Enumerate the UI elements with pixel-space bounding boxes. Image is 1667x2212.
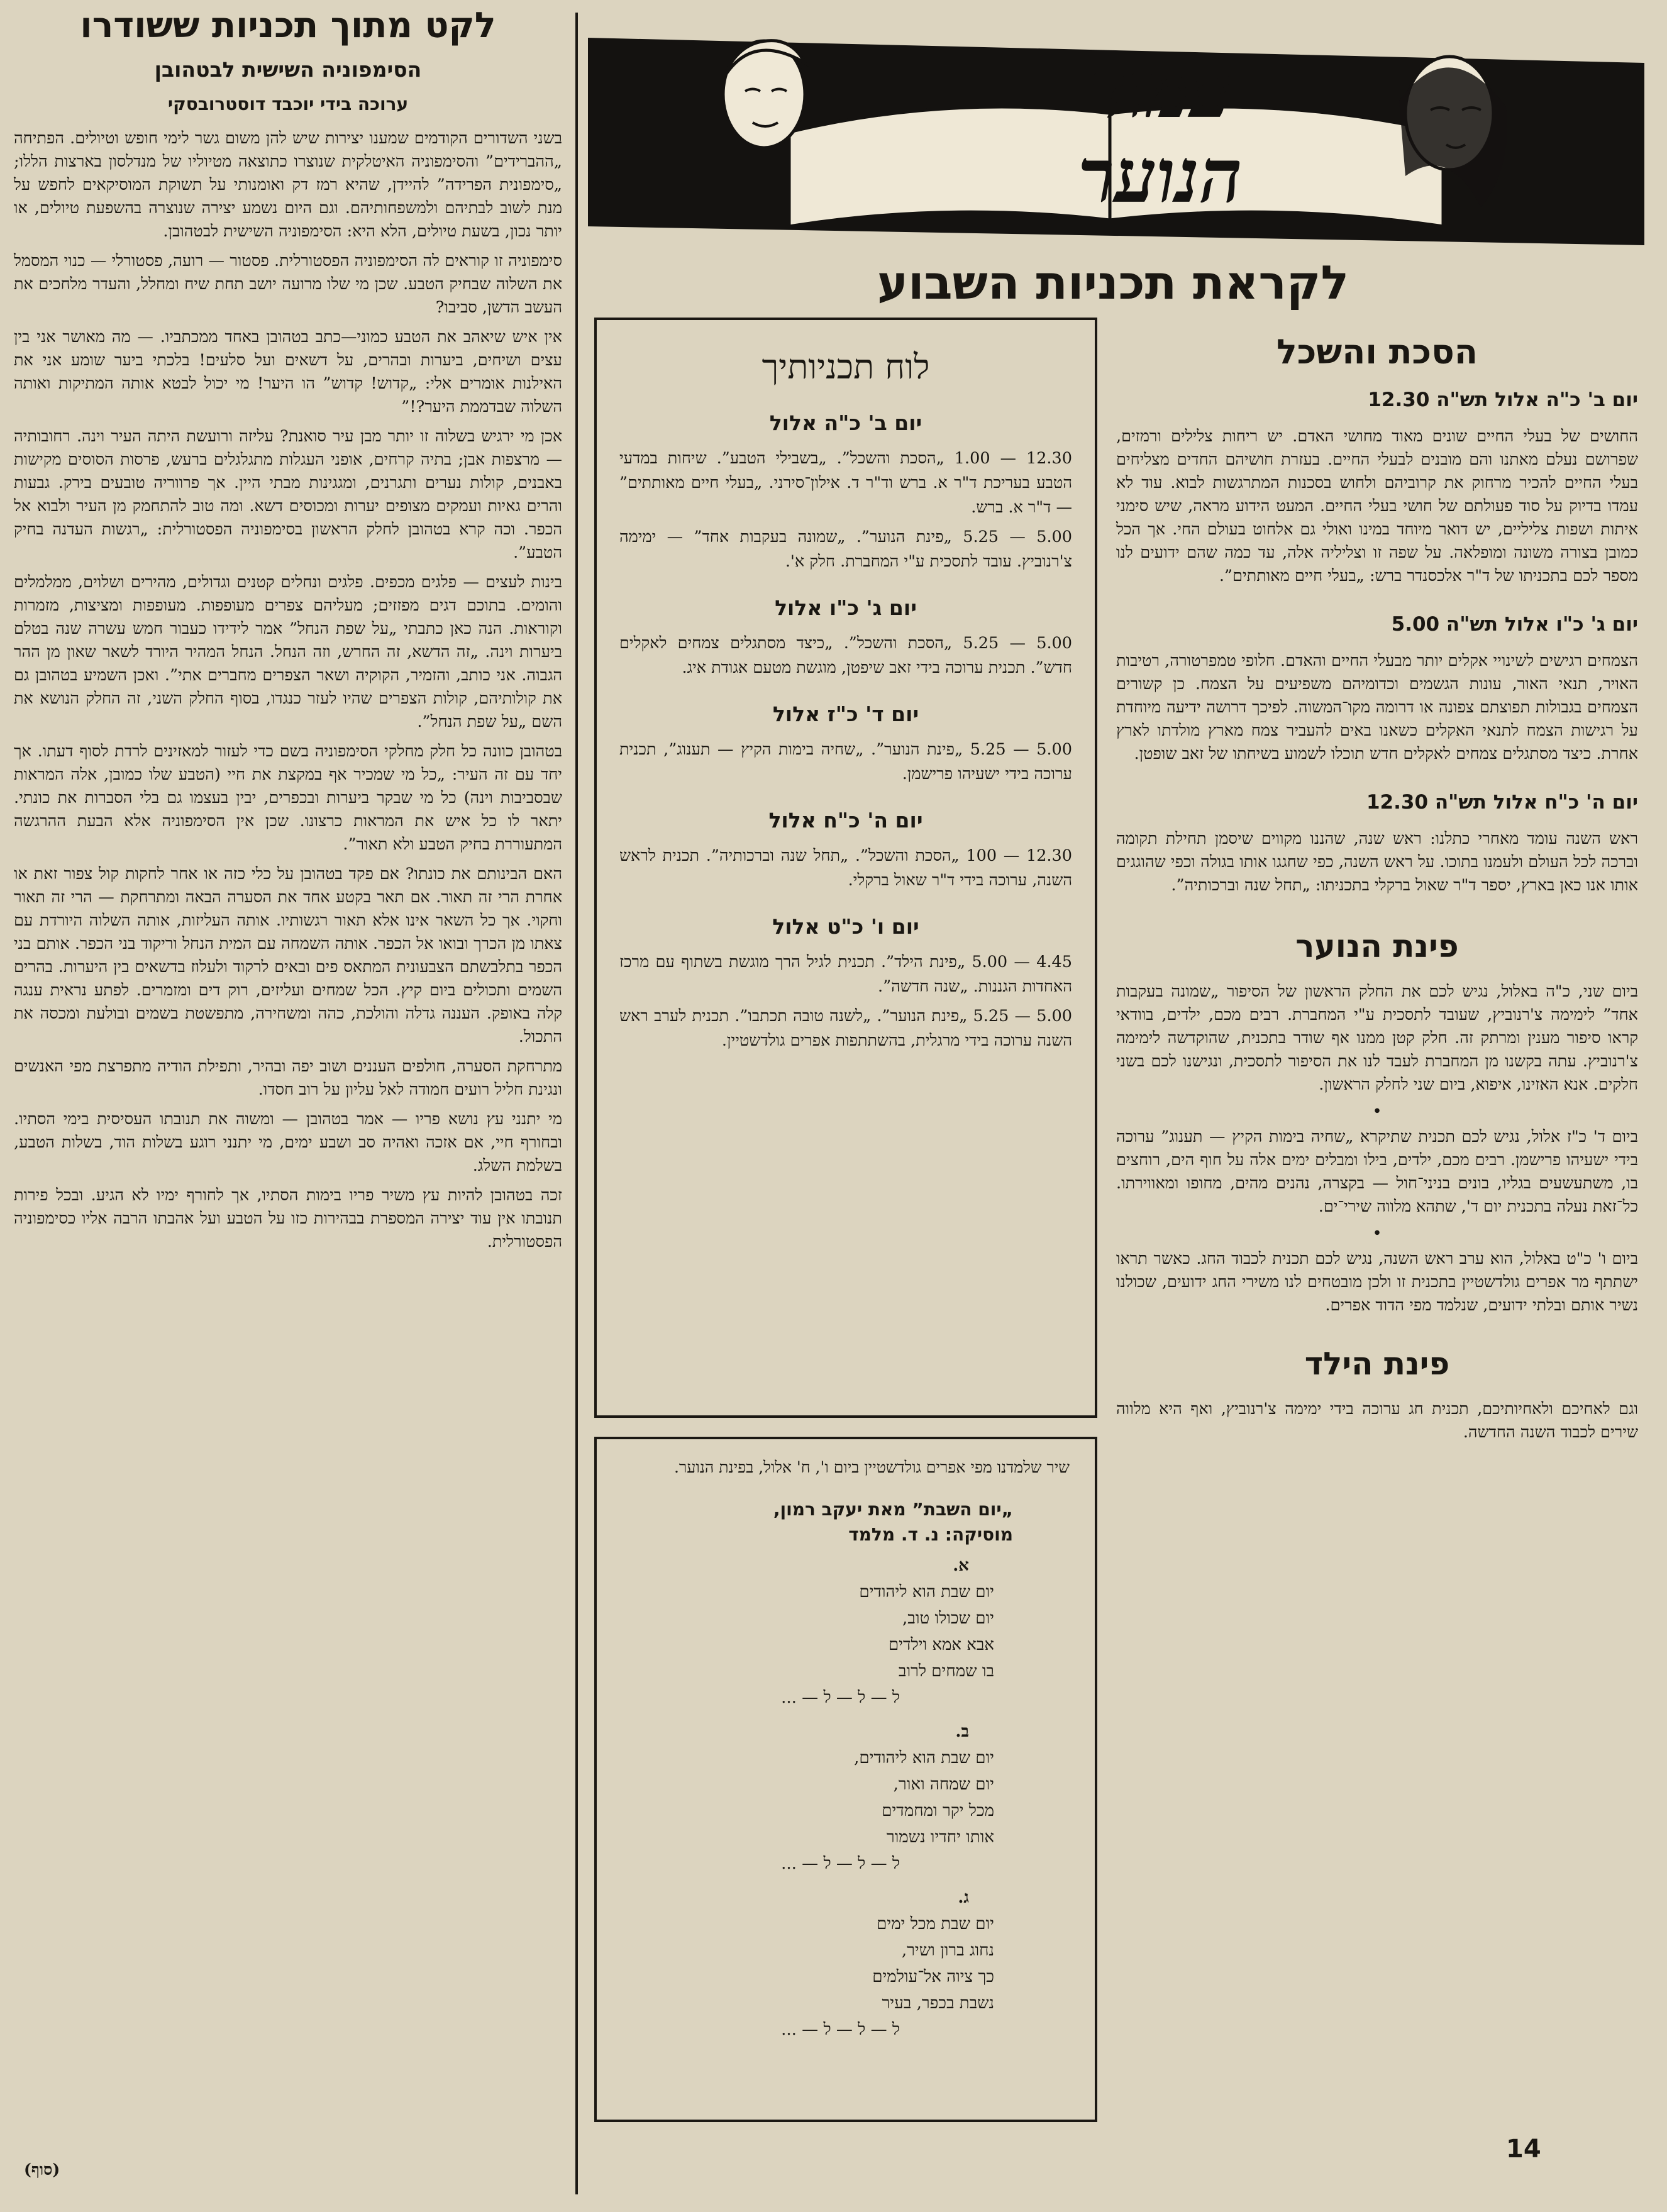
left-article-paragraph: בינות לעצים — פלגים מכפים. פלגים ונחלים קטנים וגדולים, מהירים ושלוים, ממלמלים והומים. בתוכם דגים מפזזים; מעליהם צפרים מעופפות. מעופפות ומציצות, מזמרות וקוראות. הנה כאן כתבתי „על שפת הנחל” אמר לידידו כעבור חמש עשרה שנה בטלם ביערות וינה. „זה הדשא, זה החרש, וזה הנחל. הנחל המהיר היורד לשאר שאון מן ההר הגבוה. אני כותב, והזמיר, הקוקיה ושאר הצפרים מחברים אתי”. ואכן השמיע בטהובן גם את קולותיהם, קולות הצפרים שהיו לעזר כנגדו, בסוף החלק השני, זה החלק הנושא את השם „על שפת הנחל”. [14,573,562,731]
left-article [11,0,565,2188]
schedule-box [594,318,1097,1418]
sec5-title: פינת הילד [1304,1346,1450,1382]
left-article-paragraph: מי יתנני עץ נושא פריו — אמר בטהובן — ומשוה את תנובתו העסיסית בימי הסתיו. ובחורף חיי, אם אזכה ואהיה סב ושבע ימים, מי יתנני רוגע בשלות הוד, בשלות הטבע, בשלמת השלג. [14,1110,562,1175]
masthead-title-line1: עמוד [1088,47,1232,135]
song-intro: שיר שלמדנו מפי אפרים גולדשטיין ביום ו', ח' אלול, בפינת הנוער. [673,1458,1070,1476]
schedule-item: 12.30 — 1.00 „הסכת והשכל”. „בשבילי הטבע”. שיחות במדעי הטבע בעריכת ד"ר א. ברש וד"ר ד. אילון־סירני. „בעלי חיים מאותתים” — ד"ר א. ברש. [619,449,1072,517]
left-article-paragraph: בשני השדורים הקודמים שמענו יצירות שיש להן משום גשר לימי חופש וטיולים. הפתיחה „ההברידים” והסימפוניה האיטלקית שנוצרו כתוצאה מטיוליו של מנדלסון בארצות הללו; „סימפונית הפרידה” להיידן, שהיא רמז דק ואומנותי על תשוקת המוסיקאים לחפש על מנת לשוב לבתיהם ולמשפחותיהם. וגם היום נשמע יצירה שנוצרה בהשפעת טיולים, או יותר נכון, בשעת טיולים, הלא היא: הסימפוניה השישית לבטהובן. [14,129,562,241]
masthead [588,19,1644,245]
song-music: מוסיקה: נ. ד. מלמד [848,1524,1013,1545]
left-article-end-mark: (סוף) [24,2160,60,2179]
page-number: 14 [1506,2135,1541,2164]
left-article-paragraph: זכה בטהובן להיות עץ משיר פריו בימות הסתיו, אך לחורף ימיו לא הגיע. ובכל פירות תנובתו אין עוד יצירה המספרת בבהירות כזו על הטבע ועל אהבתו הרבה אליו כסימפוניה הפסטורלית. [14,1186,562,1251]
schedule-title: לוח תכניותיך [762,347,930,387]
separator-star: • [1372,1102,1382,1121]
song-line: יום שבת מכל ימים [877,1914,994,1933]
schedule-day-heading: יום ד' כ"ז אלול [772,702,919,726]
sec1-date: יום ב' כ"ה אלול תש"ה 12.30 [1368,389,1638,411]
sec2-text: הצמחים רגישים לשינויי אקלים יותר מבעלי החיים והאדם. חלופי טמפרטורה, רטיבות האויר, תנאי האור, עונות הגשמים וכדומיהם משפיעים על הצמח. כן קשורים הצמחים בגבולות תפוצתם צפונה או דרומה מקו־המשוה. לפיכך דרושה ידיעה מיוחדת על רגישות הצמח לתנאי האקלים כשאנו באים להעביר צמח מארץ מולדתו לארץ אחרת. כיצד מסתגלים צמחים לאקלים חדש תוכלו לשמוע בשיחתו של זאב שופטן. [1116,651,1638,763]
song-refrain: ל — ל — ל — ... [781,1854,900,1873]
masthead-title-line2: הנוער [1078,132,1243,219]
schedule-item: 4.45 — 5.00 „פינת הילד”. תכנית לגיל הרך מוגשת בשתוף עם מרכז האחדות הגננות. „שנה חדשה”. [619,953,1072,996]
song-line: יום שכולו טוב, [902,1608,994,1628]
sec4-text2: ביום ד' כ"ז אלול, נגיש לכם תכנית שתיקרא „שחיה בימות הקיץ — תענוג” ערוכה בידי ישעיהו פרישמן. רבים מכם, ילדים, בילו ומבלים ימים אלה על חוף הים, רוחצים בו, משתעשעים בגליו, בונים בניני־חול — בקצרה, נהנים מהים, מחופו ומאווירתו. כל־זאת נעלה בתכנית יום ד', שתהא מלווה שירי־ים. [1116,1127,1638,1216]
schedule-item: 5.00 — 5.25 „פינת הנוער”. „לשנה טובה תכתבו”. תכנית לערב ראש השנה ערוכה בידי מרגלית, בהשתתפות אפרים גולדשטיין. [619,1007,1072,1050]
song-line: מכל יקר ומחמדים [882,1801,994,1820]
song-line: נשבת בכפר, בעיר [882,1993,994,2013]
sec4-text3: ביום ו' כ"ט באלול, הוא ערב ראש השנה, נגיש לכם תכנית לכבוד החג. כאשר תראו ישתתף מר אפרים גולדשטיין בתכנית זו ולכן מובטחים לנו משירי החג ידועים, שכולנו נשיר אותם ובלתי ידועים, שנלמד מפי הדוד אפרים. [1116,1249,1638,1315]
song-line: יום שמחה ואור, [893,1774,994,1794]
schedule-days [619,411,1072,1053]
left-article-subtitle: הסימפוניה השישית לבטהובן [154,57,422,82]
schedule-item: 5.00 — 5.25 „הסכת והשכל”. „כיצד מסתגלים צמחים לאקלים חדש”. תכנית ערוכה בידי זאב שיפטן, מוגשת מטעם אגודת איג. [619,634,1072,677]
song-stanza-label: ג. [958,1888,969,1907]
song-refrain: ל — ל — ל — ... [781,1688,900,1707]
song-line: כך ציוה אל־עולמים [872,1967,994,1986]
sec3-text: ראש השנה עומד מאחרי כתלנו: ראש שנה, שהננו מקווים שיסמן תחילת תקומה וברכה לכל העולם ולעמנו בתוכו. על ראש השנה, כפי שחגגו אותו בגולה וכפי שהוגגים אותו אנו כאן בארץ, יספר ד"ר שאול ברקלי בתכניתו: „תחל שנה וברכותיה”. [1116,829,1638,895]
left-article-paragraph: סימפוניה זו קוראים לה הסימפוניה הפסטורלית. פסטור — רועה, פסטורלי — כנוי המסמל את השלוה שבחיק הטבע. שכן מי שלו מרועה יושב תחת שיח ומחלל, והעדר מלחכים את העשב הדשן, סביבו? [14,252,562,317]
sec2-date: יום ג' כ"ו אלול תש"ה 5.00 [1391,613,1638,636]
separator-star: • [1372,1224,1382,1243]
schedule-day-heading: יום ו' כ"ט אלול [772,914,919,939]
left-article-paragraph: אין איש שיאהב את הטבע כמוני—כתב בטהובן באחד ממכתביו. — מה מאושר אני בין עצים ושיחים, ביערות ובהרים, על דשאים ועל סלעים! בלכתי ביער שומע אני את האילנות אומרים אלי: „קדוש! קדוש” הו היער! מי יכול לבטא אותה המתיקות ואותה השלוה שבדממת היער?!” [14,328,562,416]
song-refrain: ל — ל — ל — ... [781,2020,900,2039]
left-article-byline: ערוכה בידי יוכבד דוסטרובסקי [167,94,409,114]
sec4-title: פינת הנוער [1295,928,1459,965]
song-line: אבא אמא וילדים [888,1635,994,1654]
song-line: בו שמחים לרוב [898,1661,994,1681]
schedule-item: 5.00 — 5.25 „פינת הנוער”. „שמונה בעקבות אחד” — ימימה צ'רנוביץ. עובד לתסכית ע"י המחברת. חלק א'. [619,528,1072,571]
left-article-paragraph: האם הבינותם את כונתו? אם פקד בטהובן על כלי כזה או אחר לחקות קול צפור זאת או אחרת הרי זה תאור. אם תאר בקטע אחד את הסערה הבאה ומתרחקת — הרי זה תאור וחקוי. אך כל השאר אינו אלא תאור רגשותיו. אותה העליזות, אותה השלוה היורדת עם צאתו מן הכרך ובואו אל הכפר. אותה השמחה עם המית הנחל וריקוד בני הכפר. אותם בני הכפר בתלבשתם הצבעונית המתאס פים ובאים לרקוד ולעלוז בדשאים בין היערות. בהרים השמים ותכולים ביום קיץ. הכל שמחים ועליזים, רוק דים ומזמרים. לפתע נראית ענגה קלה באופק. העננה גדלה והולכת, כהה ומשחירה, מתפשטת בשמים ובולעת ומכסה את התכול. [14,865,562,1046]
left-article-body [11,127,565,1254]
song-line: יום שבת הוא ליהודים [859,1582,994,1601]
song-line: נחוג ברון ושיר, [901,1940,994,1960]
left-article-paragraph: אכן מי ירגיש בשלוה זו יותר מבן עיר סואנת? עליזה ורועשת היתה העיר וינה. רחובותיה — מרצפות אבן; בתיה קרחים, אופני העגלות מתגלגלים ברעש, פרסות הסוסים מקישות באבנים, קולות נערים ותגרנים, ומגגינות מבתי היין. אך פרווריה טובעים בירק. גבעות והרים גאיות ועמקים מצופים יערות ומכוסים דשא. ומה טוב להתחמק מן העיר ולבוא אל הכפר. וכה קרא בטהובן לחלק הראשון בסימפוניה הפסטורלית: „רגשות העדנה בחיק הטבע”. [14,427,562,562]
song-stanzas [622,1552,1070,2043]
schedule-day-heading: יום ג' כ"ו אלול [775,595,917,620]
right-column [1116,327,1638,1451]
song-line: אותו יחדיו נשמור [886,1827,994,1847]
schedule-day-heading: יום ב' כ"ה אלול [769,411,922,435]
song-line: יום שבת הוא ליהודים, [854,1748,994,1767]
sec1-title: הסכת והשכל [1277,332,1478,372]
sec4-text: ביום שני, כ"ה באלול, נגיש לכם את החלק הראשון של הסיפור „שמונה בעקבות אחד” לימימה צ'רנוביץ, שעובד לתסכית ע"י המחברת. רבים מכם, ילדים, בוודאי קראו סיפור מענין ומרתק זה. חלק קטן ממנו אף שודר בתכנית, שהוקדשה לימימה צ'רנוביץ. עתה בקשנו מן המחברת לעבד לנו את הסיפור לתסכית, ונגישנו לכם בשני חלקים. אנא האזינו, איפוא, ביום שני לחלק הראשון. [1116,982,1638,1094]
schedule-day-heading: יום ה' כ"ח אלול [768,808,923,832]
boy-reading-illustration [723,41,805,148]
song-box [594,1437,1097,2122]
sec1-text: החושים של בעלי החיים שונים מאוד מחושי האדם. יש ריחות צלילים ורמזים, שפרושם נעלם מאתנו והם מובנים לבעלי החיים. בעזרת חושיהם החדים מצליחים בעלי החיים להכיר מרחוק את קרוביהם ולחוש בסכנות המתרגשות לבוא. עוד לא עמדו בדיוק על סוד פעולתם של חושי בעלי החיים. המעט הידוע מראה, שיש סימני איתות ושפות צליליים, יש דואר מיוחד במינו ואולי גם אלחוט בעולם החי. אך הכל כמובן בצורה משונה ומופלאה. על שפה זו וצליליה אלה, עד כמה שהם ידועים לנו מספר לכם בתכניתו של ד"ר אלכסנדר ברש: „בעלי חיים מאותתים”. [1116,427,1638,585]
song-stanza-label: א. [953,1556,969,1575]
sec3-date: יום ה' כ"ח אלול תש"ה 12.30 [1366,791,1638,814]
main-headline: לקראת תכניות השבוע [877,256,1349,310]
left-article-title: לקט מתוך תכניות ששודרו [80,5,496,46]
column-divider [575,13,578,2194]
song-title: „יום השבת” מאת יעקב רמון, [773,1498,1013,1520]
left-article-paragraph: מתרחקת הסערה, חולפים העננים ושוב יפה ובהיר, ותפילת הודיה מתפרצת מפי האנשים ונגינת חליל רועים חמודה לאל עליון על רוב חסדו. [14,1057,562,1099]
schedule-item: 12.30 — 100 „הסכת והשכל”. „תחל שנה וברכותיה”. תכנית לראש השנה, ערוכה בידי ד"ר שאול ברקלי. [619,846,1072,890]
schedule-item: 5.00 — 5.25 „פינת הנוער”. „שחיה בימות הקיץ — תענוג”, תכנית ערוכה בידי ישעיהו פרישמן. [619,740,1072,783]
sec5-text: וגם לאחיכם ולאחיותיכם, תכנית חג ערוכה בידי ימימה צ'רנוביץ, ואף היא מלווה שירים לכבוד השנה החדשה. [1116,1400,1638,1442]
song-stanza-label: ב. [955,1722,969,1741]
left-article-paragraph: בטהובן כוונה כל חלק מחלקי הסימפוניה בשם כדי לעזור למאזינים לרדת לסוף דעתו. אך יחד עם זה העיר: „כל מי שמכיר אף במקצת את חיי (הטבע שלו כמובן, אלה המראות שבסביבות וינה) כל מי שבקר ביערות ובכפרים, יבין בעצמו גם בלי הסברות את כונתי. יתאר לו כל איש את המראות כרצונו. שכן אין הסימפוניה אלא הבעת ההרגשה המתעוררת בחיק הטבע ולא תאור”. [14,742,562,854]
